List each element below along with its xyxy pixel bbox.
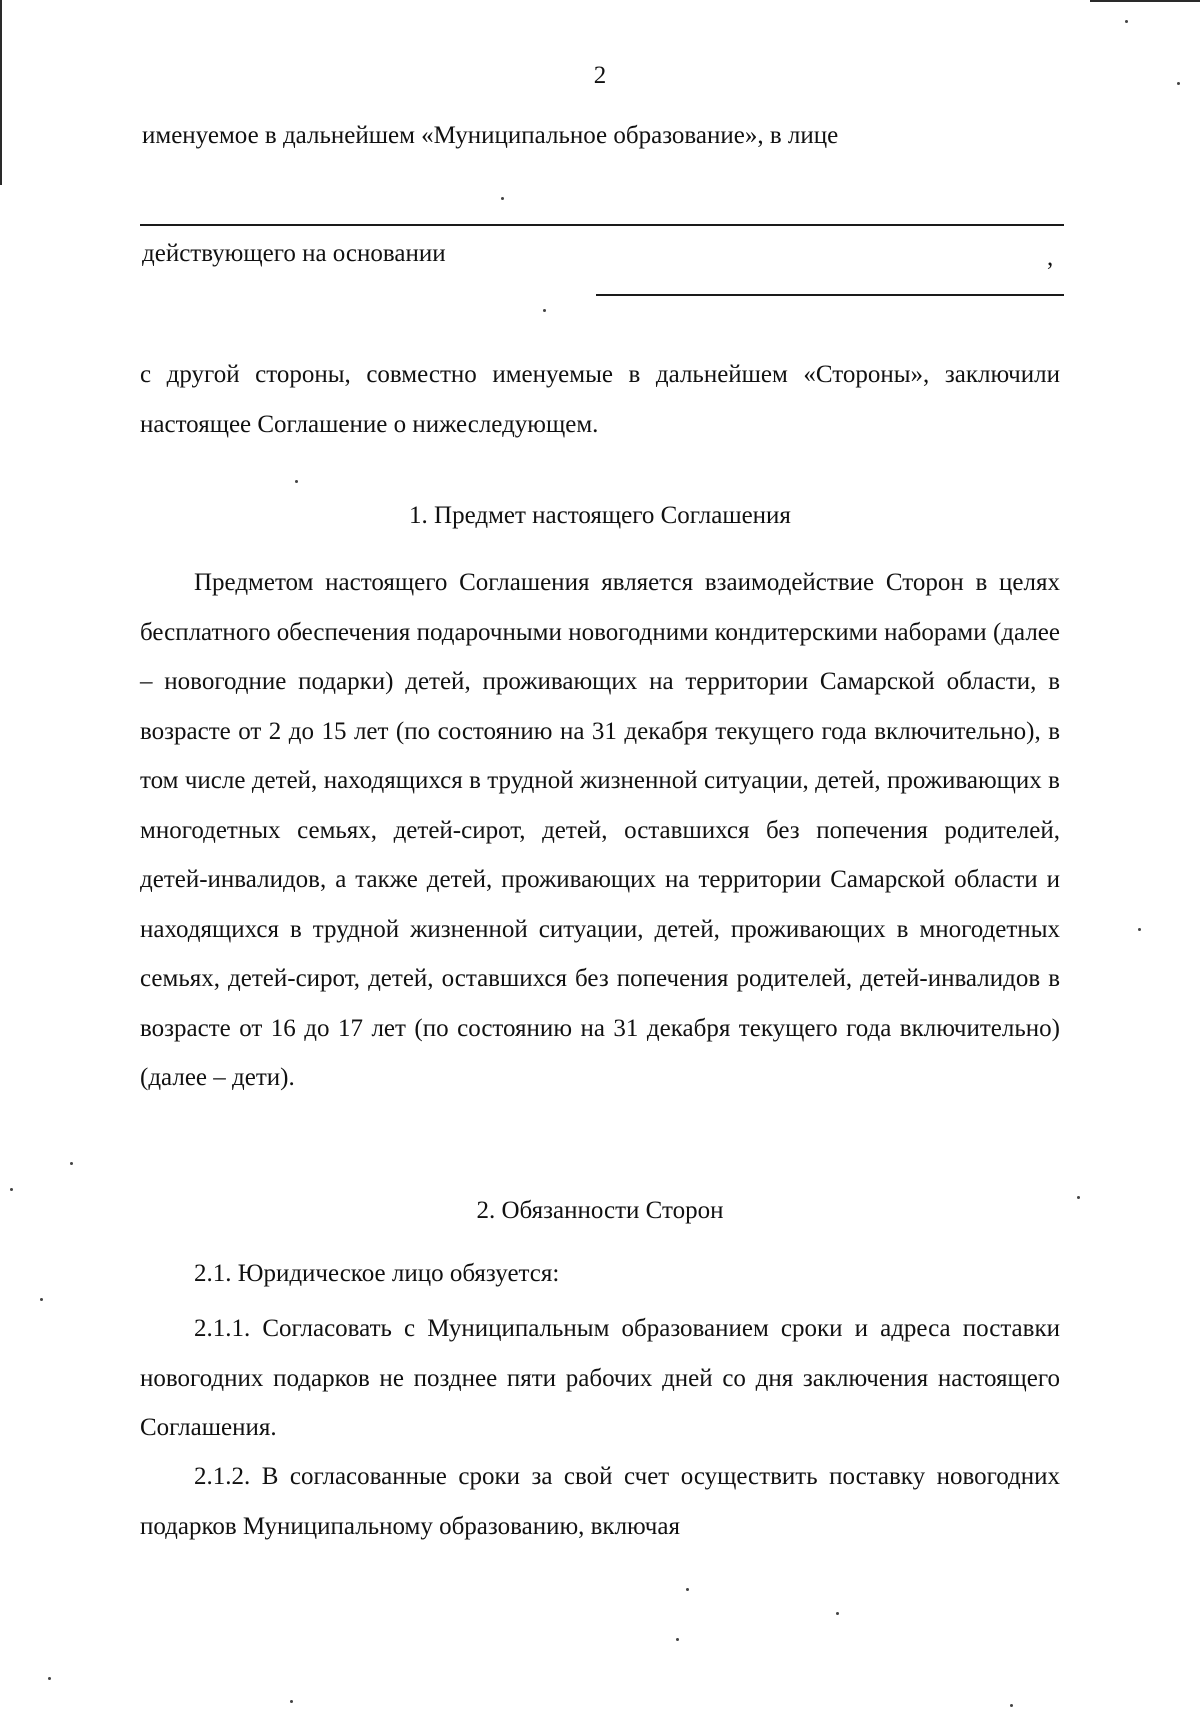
scan-speck xyxy=(1138,928,1141,931)
scan-speck xyxy=(1177,82,1180,85)
scan-top-edge xyxy=(1090,0,1200,2)
scan-speck xyxy=(10,1188,13,1191)
scan-speck xyxy=(1010,1704,1013,1707)
named-as-line: именуемое в дальнейшем «Муниципальное образование», в лице xyxy=(142,122,839,149)
scan-left-edge xyxy=(0,0,2,185)
scan-speck xyxy=(543,309,546,312)
scan-speck xyxy=(1125,20,1128,23)
clause-2-1-1: 2.1.1. Согласовать с Муниципальным образованием сроки и адреса поставки новогодних подарков не позднее пяти рабочих дней со дня заключения настоящего Соглашения. xyxy=(140,1315,1060,1441)
scan-speck xyxy=(836,1612,839,1615)
section-2-heading: 2. Обязанности Сторон xyxy=(476,1197,724,1224)
page-number: 2 xyxy=(593,62,607,89)
acting-basis-label: действующего на основании xyxy=(142,240,446,267)
clause-2-1: 2.1. Юридическое лицо обязуется: xyxy=(194,1260,560,1287)
scan-speck xyxy=(48,1677,51,1680)
scan-speck xyxy=(290,1700,293,1703)
clause-2-1-2: 2.1.2. В согласованные сроки за свой счет осуществить поставку новогодних подарков Муниципальному образованию, включая xyxy=(140,1463,1060,1540)
section-1-heading: 1. Предмет настоящего Соглашения xyxy=(409,502,791,529)
scan-speck xyxy=(295,480,298,483)
representative-blank-line xyxy=(140,224,1064,226)
acting-basis-comma: , xyxy=(1047,244,1054,271)
scan-speck xyxy=(676,1638,679,1641)
scan-speck xyxy=(1077,1196,1080,1199)
scan-speck xyxy=(70,1162,73,1165)
scan-speck xyxy=(40,1298,43,1301)
other-side-paragraph: с другой стороны, совместно именуемые в дальнейшем «Стороны», заключили настоящее Соглашение о нижеследующем. xyxy=(140,361,1060,438)
basis-blank-line xyxy=(596,294,1064,296)
scan-speck xyxy=(686,1588,689,1591)
section-1-paragraph: Предметом настоящего Соглашения является взаимодействие Сторон в целях бесплатного обеспечения подарочными новогодними кондитерскими наборами (далее – новогодние подарки) детей, проживающих на территории Самарской области, в возрасте от 2 до 15 лет (по состоянию на 31 декабря текущего года включительно), в том числе детей, находящихся в трудной жизненной ситуации, детей, проживающих в многодетных семьях, детей-сирот, детей, оставшихся без попечения родителей, детей-инвалидов, а также детей, проживающих на территории Самарской области и находящихся в трудной жизненной ситуации, детей, проживающих в многодетных семьях, детей-сирот, детей, оставшихся без попечения родителей, детей-инвалидов в возрасте от 16 до 17 лет (по состоянию на 31 декабря текущего года включительно) (далее – дети). xyxy=(140,569,1060,1091)
scan-speck xyxy=(501,197,504,200)
